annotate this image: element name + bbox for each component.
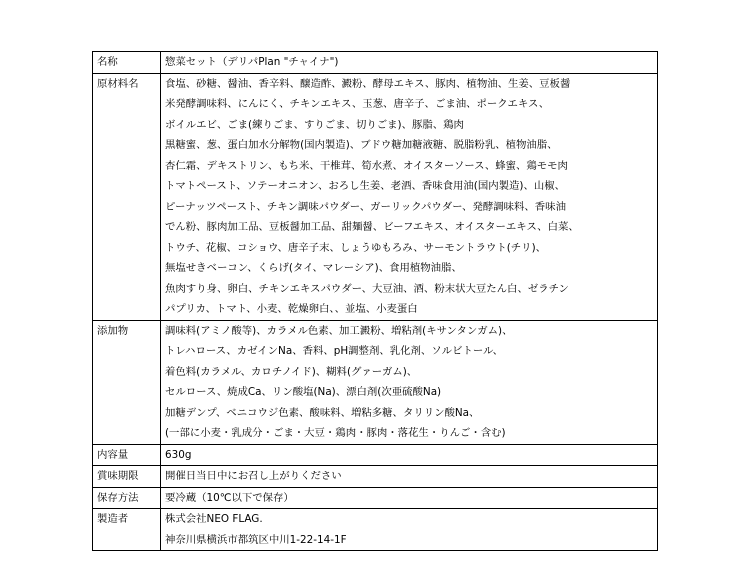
- expiry-label: 賞味期限: [93, 466, 161, 488]
- content-value: 630g: [161, 444, 658, 466]
- ingredients-line: 黒糖蜜、葱、蛋白加水分解物(国内製造)、ブドウ糖加糖液糖、脱脂粉乳、植物油脂、: [165, 139, 558, 151]
- ingredients-line: トマトペースト、ソテーオニオン、おろし生姜、老酒、香味食用油(国内製造)、山椒、: [165, 180, 566, 192]
- ingredients-value: [161, 73, 658, 320]
- ingredients-line: ピーナッツペースト、チキン調味パウダー、ガーリックパウダー、発酵調味料、香味油: [165, 200, 566, 213]
- additives-line: トレハロース、カゼインNa、香料、pH調整剤、乳化剤、ソルビトール、: [165, 345, 503, 357]
- additives-line: 調味料(アミノ酸等)、カラメル色素、加工澱粉、増粘剤(キサンタンガム)、: [165, 324, 513, 337]
- content-label: 内容量: [93, 444, 161, 466]
- storage-label: 保存方法: [93, 487, 161, 509]
- additives-line: (一部に小麦・乳成分・ごま・大豆・鶏肉・豚肉・落花生・りんご・含む): [165, 427, 506, 439]
- ingredients-line: 米発酵調味料、にんにく、チキンエキス、玉葱、唐辛子、ごま油、ポークエキス、: [165, 98, 550, 110]
- maker-address: 神奈川県横浜市都筑区中川1-22-14-1F: [165, 533, 347, 546]
- maker-value: [161, 509, 658, 551]
- additives-label: 添加物: [93, 320, 161, 444]
- ingredients-line: パプリカ、トマト、小麦、乾燥卵白、、並塩、小麦蛋白: [165, 303, 418, 315]
- additives-line: 加糖デンプ、ベニコウジ色素、酸味料、増粘多糖、タリリン酸Na、: [165, 406, 480, 419]
- name-label: 名称: [93, 52, 161, 74]
- additives-line: セルロース、焼成Ca、リン酸塩(Na)、漂白剤(次亜硫酸Na): [165, 386, 442, 398]
- ingredients-line: ボイルエビ、ごま(練りごま、すりごま、切りごま)、豚脂、鶏肉: [165, 118, 464, 131]
- storage-value: 要冷蔵（10℃以下で保存）: [161, 487, 658, 509]
- row-content: [93, 444, 658, 466]
- ingredients-line: 魚肉すり身、卵白、チキンエキスパウダー、大豆油、酒、粉末状大豆たん白、ゼラチン: [165, 282, 569, 295]
- row-storage: [93, 487, 658, 509]
- ingredients-line: 無塩せきベーコン、くらげ(タイ、マレーシア)、食用植物油脂、: [165, 262, 462, 274]
- row-ingredients: [93, 73, 658, 320]
- maker-company: 株式会社NEO FLAG.: [165, 513, 263, 525]
- expiry-value: 開催日当日中にお召し上がりください: [161, 466, 658, 488]
- food-label-table: [92, 51, 658, 551]
- ingredients-line: 食塩、砂糖、醤油、香辛料、醸造酢、澱粉、酵母エキス、豚肉、植物油、生姜、豆板醤: [165, 77, 571, 90]
- row-maker: [93, 509, 658, 551]
- row-additives: [93, 320, 658, 444]
- row-expiry: [93, 466, 658, 488]
- additives-line: 着色料(カラメル、カロチノイド)、糊料(グァーガム)、: [165, 365, 418, 378]
- ingredients-line: トウチ、花椒、コショウ、唐辛子末、しょうゆもろみ、サーモントラウト(チリ)、: [165, 241, 547, 254]
- ingredients-label: 原材料名: [93, 73, 161, 320]
- additives-value: [161, 320, 658, 444]
- ingredients-line: でん粉、豚肉加工品、豆板醤加工品、甜麺醤、ビーフエキス、オイスターエキス、白菜、: [165, 221, 579, 233]
- ingredients-line: 杏仁霜、デキストリン、もち米、干椎茸、筍水煮、オイスターソース、蜂蜜、鶏モモ肉: [165, 159, 568, 172]
- row-name: [93, 52, 658, 74]
- name-value: 惣菜セット（デリパPlan "チャイナ"): [161, 52, 658, 74]
- maker-label: 製造者: [93, 509, 161, 551]
